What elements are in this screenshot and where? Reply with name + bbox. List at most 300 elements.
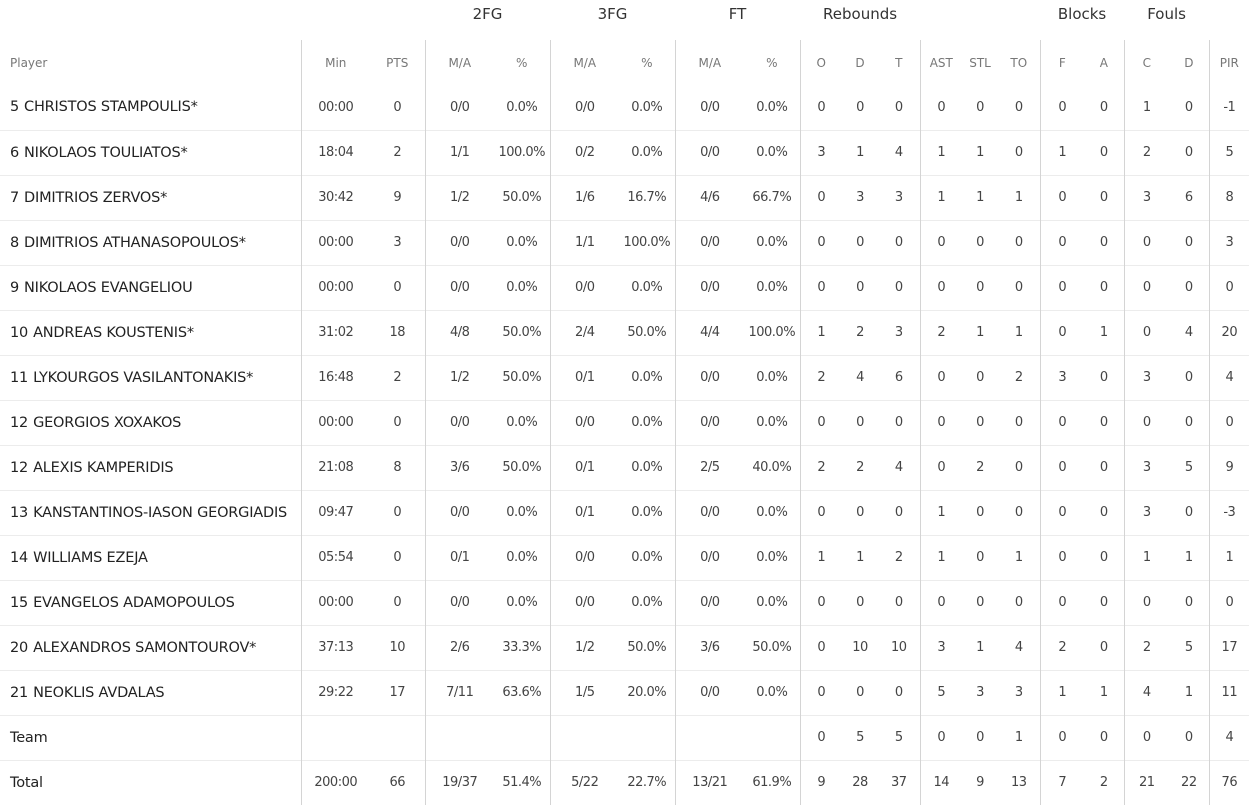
- stat-foul-c: 21: [1124, 760, 1169, 805]
- stat-reb-d: 0: [842, 490, 878, 535]
- col-header-3fg-pct[interactable]: %: [641, 55, 653, 70]
- player-name[interactable]: NEOKLIS AVDALAS: [33, 684, 165, 701]
- player-cell: [0, 445, 301, 490]
- stat-stl: 1: [962, 175, 998, 220]
- stat-min: 31:02: [301, 310, 370, 355]
- table-row: [0, 85, 1249, 130]
- player-number: 9: [10, 279, 20, 296]
- stat-ft-pct: 0.0%: [744, 265, 800, 310]
- stat-ft-pct: 100.0%: [744, 310, 800, 355]
- stat-pir: 17: [1209, 625, 1249, 670]
- stat-blk-a: 0: [1084, 580, 1124, 625]
- stat-min: 00:00: [301, 220, 370, 265]
- col-header-stl[interactable]: STL: [969, 55, 991, 70]
- stat-reb-d: 0: [842, 265, 878, 310]
- player-name[interactable]: DIMITRIOS ZERVOS*: [24, 189, 168, 206]
- stat-fg3-ma: 0/0: [550, 580, 619, 625]
- table-row: [0, 490, 1249, 535]
- stat-blk-a: 0: [1084, 445, 1124, 490]
- player-name[interactable]: EVANGELOS ADAMOPOULOS: [33, 594, 235, 611]
- stat-reb-o: 0: [800, 175, 842, 220]
- player-name[interactable]: ANDREAS KOUSTENIS*: [33, 324, 194, 341]
- stat-pir: 0: [1209, 265, 1249, 310]
- player-name[interactable]: DIMITRIOS ATHANASOPOULOS*: [24, 234, 246, 251]
- player-number: 21: [10, 684, 29, 701]
- stat-fg2-pct: 0.0%: [494, 400, 550, 445]
- stat-fg2-pct: 50.0%: [494, 310, 550, 355]
- stat-fg3-ma: [550, 715, 619, 760]
- stat-fg3-ma: 0/2: [550, 130, 619, 175]
- stat-foul-d: 0: [1169, 220, 1209, 265]
- table-row: [0, 265, 1249, 310]
- stat-ast: 3: [920, 625, 962, 670]
- stat-fg3-pct: 50.0%: [619, 310, 675, 355]
- stat-pir: 0: [1209, 580, 1249, 625]
- stat-fg2-pct: 0.0%: [494, 220, 550, 265]
- stat-min: 09:47: [301, 490, 370, 535]
- stat-foul-c: 3: [1124, 445, 1169, 490]
- stat-pts: 10: [370, 625, 425, 670]
- stat-ast: 0: [920, 85, 962, 130]
- stat-ast: 1: [920, 175, 962, 220]
- stat-blk-a: 0: [1084, 400, 1124, 445]
- stat-ft-pct: 0.0%: [744, 220, 800, 265]
- player-number: 11: [10, 369, 29, 386]
- stat-fg3-ma: 1/2: [550, 625, 619, 670]
- stat-foul-c: 0: [1124, 580, 1169, 625]
- stat-blk-a: 1: [1084, 310, 1124, 355]
- stat-ft-ma: 0/0: [675, 490, 744, 535]
- stat-ft-ma: 4/6: [675, 175, 744, 220]
- stat-reb-o: 9: [800, 760, 842, 805]
- stat-reb-o: 0: [800, 220, 842, 265]
- stat-ft-pct: 50.0%: [744, 625, 800, 670]
- stat-ast: 1: [920, 490, 962, 535]
- stat-fg2-ma: 0/0: [425, 85, 494, 130]
- stat-foul-d: 0: [1169, 580, 1209, 625]
- stat-to: 1: [998, 310, 1040, 355]
- stat-fg3-pct: 0.0%: [619, 535, 675, 580]
- group-fouls: Fouls: [1147, 5, 1186, 23]
- stat-pir: 76: [1209, 760, 1249, 805]
- player-number: 8: [10, 234, 20, 251]
- stat-pts: 0: [370, 580, 425, 625]
- stat-fg3-ma: 1/5: [550, 670, 619, 715]
- stat-foul-c: 0: [1124, 220, 1169, 265]
- stat-blk-f: 0: [1040, 220, 1084, 265]
- stat-reb-d: 0: [842, 580, 878, 625]
- stat-reb-t: 0: [878, 400, 920, 445]
- stat-pts: [370, 715, 425, 760]
- stat-stl: 0: [962, 580, 998, 625]
- stat-blk-f: 0: [1040, 310, 1084, 355]
- stat-fg2-pct: 0.0%: [494, 265, 550, 310]
- stat-blk-f: 7: [1040, 760, 1084, 805]
- stat-ft-pct: 0.0%: [744, 355, 800, 400]
- group-blocks: Blocks: [1057, 5, 1107, 23]
- stat-ft-pct: 0.0%: [744, 535, 800, 580]
- stat-blk-f: 2: [1040, 625, 1084, 670]
- stat-min: 05:54: [301, 535, 370, 580]
- player-number: 14: [10, 549, 29, 566]
- stat-ft-ma: 0/0: [675, 400, 744, 445]
- stat-pts: 66: [370, 760, 425, 805]
- stat-fg3-ma: 0/0: [550, 535, 619, 580]
- stat-reb-d: 0: [842, 670, 878, 715]
- col-header-min[interactable]: Min: [301, 40, 370, 85]
- col-header-pir[interactable]: PIR: [1209, 40, 1249, 85]
- stat-ft-pct: 0.0%: [744, 490, 800, 535]
- stat-pts: 2: [370, 355, 425, 400]
- stat-foul-d: 6: [1169, 175, 1209, 220]
- stat-ft-pct: 61.9%: [744, 760, 800, 805]
- player-number: 15: [10, 594, 29, 611]
- stat-stl: 3: [962, 670, 998, 715]
- stat-ft-ma: 0/0: [675, 220, 744, 265]
- stat-fg3-pct: 0.0%: [619, 130, 675, 175]
- stat-fg3-ma: 0/0: [550, 400, 619, 445]
- stat-ast: 1: [920, 535, 962, 580]
- col-header-3fg-ma[interactable]: M/A: [550, 40, 619, 85]
- stat-pts: 0: [370, 265, 425, 310]
- stat-ft-ma: 0/0: [675, 130, 744, 175]
- stat-foul-d: 22: [1169, 760, 1209, 805]
- stat-fg3-ma: 0/0: [550, 265, 619, 310]
- stat-reb-d: 0: [842, 220, 878, 265]
- stat-fg2-ma: 0/0: [425, 580, 494, 625]
- player-name[interactable]: CHRISTOS STAMPOULIS*: [24, 99, 198, 116]
- stat-reb-t: 0: [878, 265, 920, 310]
- stat-reb-o: 0: [800, 490, 842, 535]
- stat-pir: 5: [1209, 130, 1249, 175]
- stat-fg2-pct: 51.4%: [494, 760, 550, 805]
- stat-fg2-ma: 0/0: [425, 400, 494, 445]
- stat-foul-d: 0: [1184, 99, 1193, 115]
- stat-pts: 2: [370, 130, 425, 175]
- stat-ast: 0: [920, 265, 962, 310]
- stat-to: 13: [998, 760, 1040, 805]
- player-name[interactable]: ALEXIS KAMPERIDIS: [33, 459, 174, 476]
- stat-foul-c: 0: [1124, 265, 1169, 310]
- stat-stl: 2: [962, 445, 998, 490]
- player-number: 6: [10, 144, 20, 161]
- stat-blk-a: 0: [1084, 715, 1124, 760]
- player-name[interactable]: Total: [10, 774, 43, 791]
- stat-fg3-ma: 2/4: [550, 310, 619, 355]
- stat-stl: 0: [976, 99, 984, 115]
- stat-fg3-pct: 0.0%: [619, 265, 675, 310]
- stat-pir: 4: [1209, 715, 1249, 760]
- stat-min: 16:48: [301, 355, 370, 400]
- stat-ft-pct: 0.0%: [756, 99, 788, 115]
- stat-fg3-ma: 0/1: [550, 490, 619, 535]
- stat-fg3-pct: 16.7%: [619, 175, 675, 220]
- stat-blk-f: 0: [1040, 715, 1084, 760]
- stat-fg2-pct: 0.0%: [506, 99, 538, 115]
- col-header-ft-pct[interactable]: %: [766, 55, 778, 70]
- stat-foul-c: 0: [1124, 715, 1169, 760]
- stat-fg3-pct: [619, 715, 675, 760]
- player-name[interactable]: LYKOURGOS VASILANTONAKIS*: [33, 369, 254, 386]
- stat-reb-o: 0: [800, 265, 842, 310]
- player-cell: [0, 715, 301, 760]
- stat-min: 18:04: [301, 130, 370, 175]
- stat-blk-a: 0: [1099, 99, 1108, 115]
- stat-stl: 0: [962, 535, 998, 580]
- player-cell: [0, 670, 301, 715]
- stat-fg3-ma: 1/1: [550, 220, 619, 265]
- col-header-pts[interactable]: PTS: [386, 55, 409, 70]
- col-header-player[interactable]: Player: [10, 55, 48, 70]
- stat-blk-f: 0: [1040, 445, 1084, 490]
- stat-ft-ma: 0/0: [675, 670, 744, 715]
- stat-pir: 11: [1209, 670, 1249, 715]
- stat-reb-t: 0: [878, 580, 920, 625]
- col-header-ft-ma[interactable]: M/A: [675, 40, 744, 85]
- stat-fg2-ma: 4/8: [425, 310, 494, 355]
- stat-reb-t: 10: [878, 625, 920, 670]
- table-row: [0, 760, 1249, 805]
- stat-fg3-pct: 100.0%: [619, 220, 675, 265]
- table-row: [0, 130, 1249, 175]
- stat-min: 29:22: [301, 670, 370, 715]
- stat-ft-ma: 0/0: [675, 265, 744, 310]
- player-number: 12: [10, 414, 29, 431]
- stat-ast: 0: [920, 355, 962, 400]
- col-header-foul-c[interactable]: C: [1124, 40, 1169, 85]
- stat-pts: 0: [370, 400, 425, 445]
- stat-fg3-ma: 0/1: [550, 445, 619, 490]
- stat-pts: 18: [370, 310, 425, 355]
- stat-blk-a: 0: [1084, 175, 1124, 220]
- stat-ast: 0: [920, 400, 962, 445]
- stat-fg2-ma: 0/1: [425, 535, 494, 580]
- stat-fg2-pct: 63.6%: [494, 670, 550, 715]
- player-number: 20: [10, 639, 29, 656]
- stat-reb-t: 5: [878, 715, 920, 760]
- stat-stl: 0: [962, 220, 998, 265]
- stat-fg2-pct: 0.0%: [494, 490, 550, 535]
- stat-ft-pct: 0.0%: [744, 130, 800, 175]
- col-header-reb-d[interactable]: D: [855, 55, 865, 70]
- stat-to: 0: [998, 445, 1040, 490]
- player-cell: [0, 130, 301, 175]
- stat-fg2-ma: 1/2: [425, 355, 494, 400]
- player-name[interactable]: ALEXANDROS SAMONTOUROV*: [33, 639, 257, 656]
- stat-blk-f: 0: [1040, 85, 1084, 130]
- player-cell: [0, 265, 301, 310]
- stat-ast: 0: [920, 445, 962, 490]
- stat-fg2-ma: [425, 715, 494, 760]
- stat-to: 1: [998, 535, 1040, 580]
- stat-pts: 0: [370, 535, 425, 580]
- stat-blk-f: 0: [1040, 265, 1084, 310]
- stat-to: 1: [998, 175, 1040, 220]
- col-header-2fg-pct[interactable]: %: [516, 55, 528, 70]
- col-header-blk-f[interactable]: F: [1040, 40, 1084, 85]
- stat-fg2-ma: 3/6: [425, 445, 494, 490]
- stat-reb-d: 10: [842, 625, 878, 670]
- stat-fg2-pct: 50.0%: [494, 175, 550, 220]
- table-row: [0, 580, 1249, 625]
- stat-fg2-pct: [494, 715, 550, 760]
- stat-ft-ma: 0/0: [675, 535, 744, 580]
- group-rebounds: Rebounds: [823, 5, 898, 23]
- group-header-row: [0, 0, 1249, 40]
- stat-ast: 1: [920, 130, 962, 175]
- stat-foul-c: 0: [1124, 310, 1169, 355]
- stat-foul-c: 2: [1124, 625, 1169, 670]
- player-cell: [0, 760, 301, 805]
- player-name[interactable]: Team: [10, 729, 48, 746]
- group-3fg: 3FG: [597, 5, 628, 23]
- stat-stl: 0: [962, 400, 998, 445]
- stat-ast: 0: [920, 715, 962, 760]
- stat-to: 2: [998, 355, 1040, 400]
- player-number: 13: [10, 504, 29, 521]
- table-row: [0, 535, 1249, 580]
- stat-reb-t: 6: [878, 355, 920, 400]
- stat-reb-o: 0: [800, 670, 842, 715]
- stat-foul-c: 1: [1124, 85, 1169, 130]
- stat-fg3-pct: 0.0%: [619, 490, 675, 535]
- player-name[interactable]: GEORGIOS XOXAKOS: [33, 414, 182, 431]
- table-row: [0, 670, 1249, 715]
- stat-blk-f: 0: [1040, 580, 1084, 625]
- player-cell: [0, 355, 301, 400]
- stat-reb-t: 2: [878, 535, 920, 580]
- stat-reb-o: 0: [800, 85, 842, 130]
- col-header-foul-d[interactable]: D: [1184, 55, 1194, 70]
- column-header-row: [0, 40, 1249, 85]
- table-row: [0, 400, 1249, 445]
- stat-fg2-ma: 0/0: [425, 490, 494, 535]
- stat-blk-f: 3: [1040, 355, 1084, 400]
- stat-fg3-pct: 0.0%: [619, 445, 675, 490]
- stat-foul-d: 0: [1169, 400, 1209, 445]
- stat-reb-d: 2: [842, 445, 878, 490]
- table-row: [0, 310, 1249, 355]
- player-name[interactable]: NIKOLAOS EVANGELIOU: [24, 279, 193, 296]
- stat-min: 30:42: [301, 175, 370, 220]
- stat-fg3-ma: 0/0: [550, 85, 619, 130]
- stat-fg2-pct: 50.0%: [494, 445, 550, 490]
- stat-pir: 9: [1209, 445, 1249, 490]
- col-header-ast[interactable]: AST: [920, 40, 962, 85]
- col-header-reb-o[interactable]: O: [800, 40, 842, 85]
- stat-pir: 8: [1209, 175, 1249, 220]
- stat-min: 200:00: [301, 760, 370, 805]
- stat-reb-o: 1: [800, 310, 842, 355]
- stat-fg2-pct: 33.3%: [494, 625, 550, 670]
- player-number: 7: [10, 189, 20, 206]
- stat-ft-pct: 0.0%: [744, 400, 800, 445]
- col-header-2fg-ma[interactable]: M/A: [425, 40, 494, 85]
- stat-foul-c: 3: [1124, 355, 1169, 400]
- stat-foul-d: 0: [1169, 130, 1209, 175]
- stat-fg2-ma: 19/37: [425, 760, 494, 805]
- stat-blk-a: 0: [1084, 535, 1124, 580]
- stat-reb-d: 1: [842, 535, 878, 580]
- stat-pir: -1: [1209, 85, 1249, 130]
- stat-reb-o: 0: [800, 400, 842, 445]
- stat-ft-ma: 4/4: [675, 310, 744, 355]
- stat-blk-f: 0: [1040, 490, 1084, 535]
- player-name[interactable]: KANSTANTINOS-IASON GEORGIADIS: [33, 504, 288, 521]
- stat-fg3-pct: 0.0%: [619, 580, 675, 625]
- stat-reb-t: 4: [878, 130, 920, 175]
- stat-min: 00:00: [301, 580, 370, 625]
- col-header-to[interactable]: TO: [1010, 55, 1028, 70]
- stat-foul-c: 4: [1124, 670, 1169, 715]
- stat-min: 00:00: [301, 400, 370, 445]
- player-number: 12: [10, 459, 29, 476]
- stat-stl: 1: [962, 130, 998, 175]
- stat-to: 0: [1014, 99, 1023, 115]
- stat-foul-c: 2: [1124, 130, 1169, 175]
- stat-pir: -3: [1209, 490, 1249, 535]
- stat-ft-ma: 0/0: [675, 85, 744, 130]
- stat-reb-o: 0: [800, 625, 842, 670]
- stat-pts: 9: [370, 175, 425, 220]
- stat-min: 00:00: [301, 265, 370, 310]
- stat-fg2-ma: 1/1: [425, 130, 494, 175]
- stat-reb-d: 1: [842, 130, 878, 175]
- stat-ast: 2: [920, 310, 962, 355]
- col-header-reb-t[interactable]: T: [895, 55, 903, 70]
- table-row: [0, 715, 1249, 760]
- stat-foul-d: 0: [1169, 355, 1209, 400]
- col-header-blk-a[interactable]: A: [1099, 55, 1108, 70]
- group-2fg: 2FG: [472, 5, 503, 23]
- stat-ft-pct: [744, 715, 800, 760]
- player-cell: [0, 220, 301, 265]
- stat-ft-ma: 13/21: [675, 760, 744, 805]
- stat-foul-d: 1: [1169, 670, 1209, 715]
- stat-blk-a: 0: [1084, 625, 1124, 670]
- stat-pir: 4: [1209, 355, 1249, 400]
- player-cell: [0, 535, 301, 580]
- stat-stl: 0: [962, 715, 998, 760]
- stat-ast: 5: [920, 670, 962, 715]
- player-cell: [0, 490, 301, 535]
- stat-pts: 0: [393, 99, 402, 115]
- stat-reb-t: 0: [878, 220, 920, 265]
- stat-fg2-pct: 50.0%: [494, 355, 550, 400]
- stat-min: 21:08: [301, 445, 370, 490]
- stat-foul-c: 1: [1124, 535, 1169, 580]
- player-name[interactable]: NIKOLAOS TOULIATOS*: [24, 144, 188, 161]
- stat-pts: 17: [370, 670, 425, 715]
- player-name[interactable]: WILLIAMS EZEJA: [33, 549, 148, 566]
- stat-fg3-pct: 0.0%: [619, 400, 675, 445]
- stat-ft-ma: 0/0: [675, 355, 744, 400]
- stat-pts: 3: [370, 220, 425, 265]
- group-ft: FT: [728, 5, 747, 23]
- stat-foul-d: 5: [1169, 445, 1209, 490]
- stat-ast: 14: [920, 760, 962, 805]
- player-number: 10: [10, 324, 29, 341]
- stat-reb-d: 2: [842, 310, 878, 355]
- stat-reb-t: 0: [878, 670, 920, 715]
- stat-foul-c: 0: [1124, 400, 1169, 445]
- stat-reb-o: 2: [800, 445, 842, 490]
- stat-blk-a: 2: [1084, 760, 1124, 805]
- stat-to: 0: [998, 265, 1040, 310]
- stat-fg3-ma: 1/6: [550, 175, 619, 220]
- stat-blk-a: 0: [1084, 130, 1124, 175]
- stat-blk-f: 0: [1040, 175, 1084, 220]
